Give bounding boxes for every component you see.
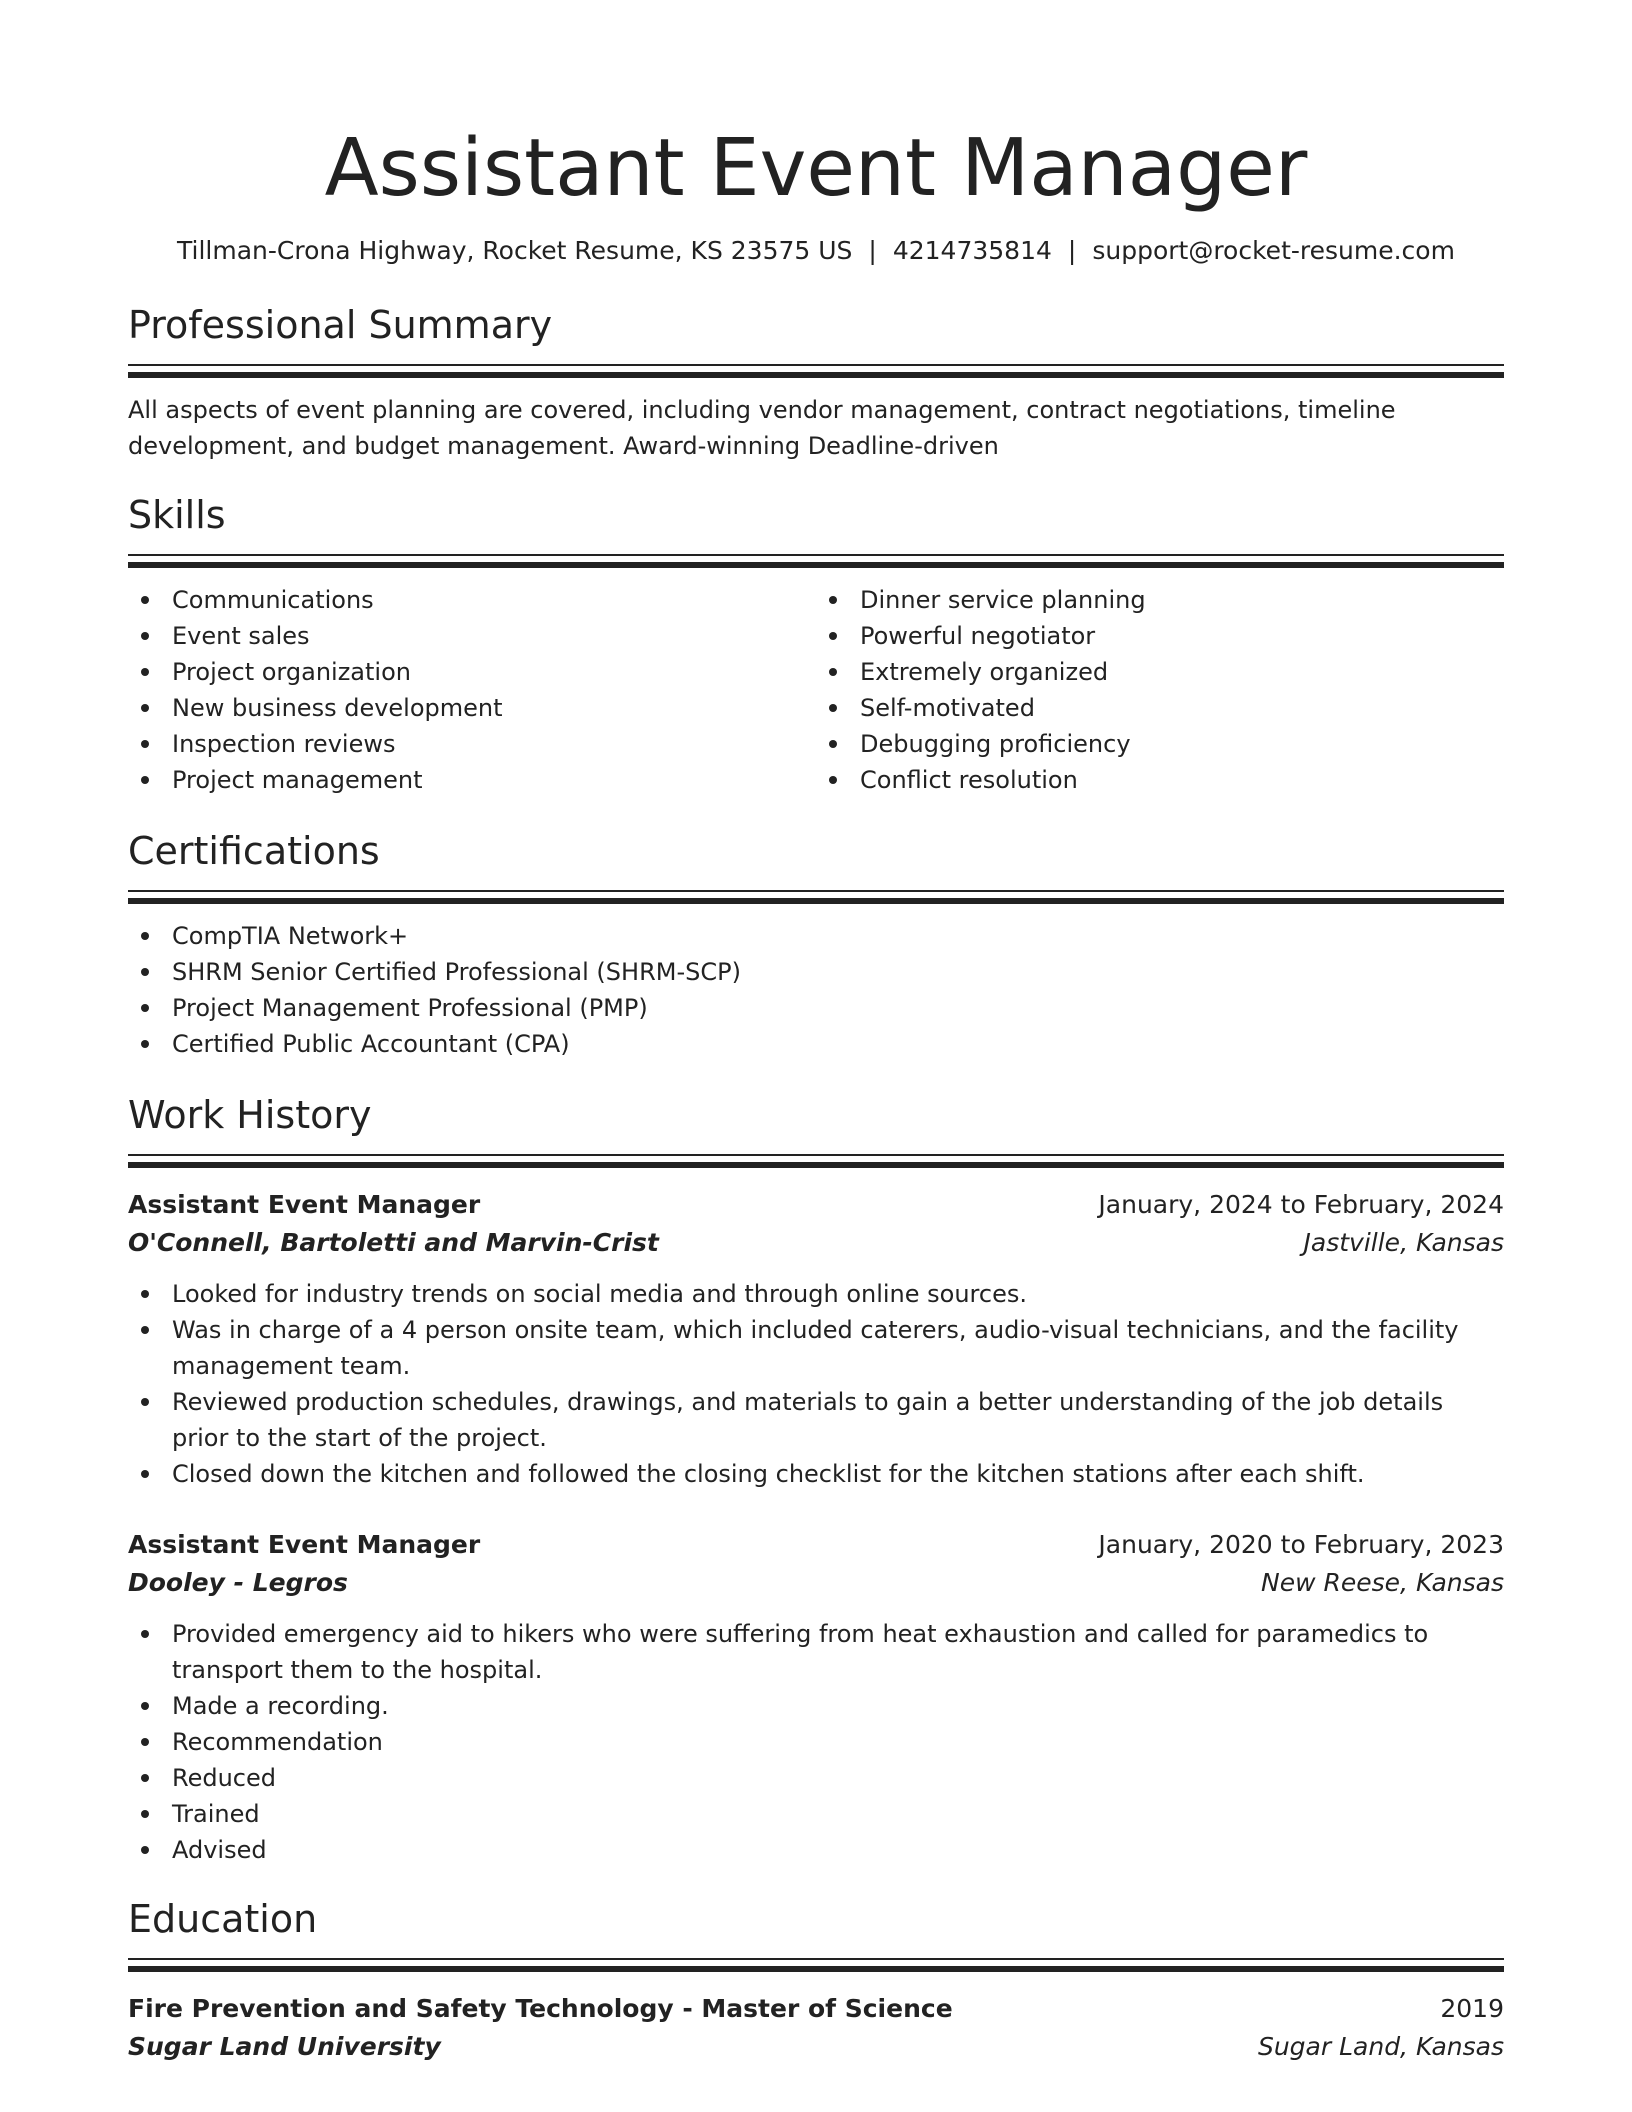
contact-email: support@rocket-resume.com — [1092, 236, 1455, 265]
summary-section — [128, 302, 1504, 464]
job-role: Assistant Event Manager — [128, 1530, 481, 1559]
bullet-icon — [141, 1702, 149, 1710]
bullet-icon — [829, 632, 837, 640]
job-company-row — [128, 1564, 1504, 1602]
bullet-icon — [141, 1470, 149, 1478]
list-item: Conflict resolution — [816, 762, 1504, 798]
bullet-icon — [829, 668, 837, 676]
bullet-icon — [141, 596, 149, 604]
skills-section — [128, 492, 1504, 798]
contact-address: Tillman-Crona Highway, Rocket Resume, KS 23575 US — [177, 236, 853, 265]
list-item: SHRM Senior Certified Professional (SHRM-SCP) — [128, 954, 1504, 990]
list-item: Extremely organized — [816, 654, 1504, 690]
list-item: Inspection reviews — [128, 726, 816, 762]
summary-text: All aspects of event planning are covered, including vendor management, contract negotiations, timeline development, and budget management. Award-winning Deadline-driven — [128, 396, 1396, 460]
job-header-row — [128, 1186, 1504, 1224]
resume-name: Assistant Event Manager — [324, 122, 1308, 214]
list-item: Certified Public Accountant (CPA) — [128, 1026, 1504, 1062]
bullet-icon — [141, 1040, 149, 1048]
education-section — [128, 1896, 1504, 2066]
bullet-icon — [141, 1846, 149, 1854]
education-degree: Fire Prevention and Safety Technology - Master of Science — [128, 1994, 953, 2023]
job-location: Jastville, Kansas — [1303, 1228, 1504, 1257]
section-divider — [128, 554, 1504, 568]
bullet-icon — [141, 704, 149, 712]
list-item: Looked for industry trends on social media and through online sources. — [128, 1276, 1504, 1312]
job-entry — [128, 1526, 1504, 1868]
work-history-section — [128, 1092, 1504, 1868]
list-item: Recommendation — [128, 1724, 1504, 1760]
bullet-icon — [141, 1738, 149, 1746]
resume-page — [128, 0, 1504, 2066]
contact-separator: | — [1067, 236, 1077, 265]
bullet-icon — [141, 776, 149, 784]
job-location: New Reese, Kansas — [1261, 1568, 1504, 1597]
list-item: Project organization — [128, 654, 816, 690]
bullet-icon — [141, 1004, 149, 1012]
list-item: Trained — [128, 1796, 1504, 1832]
job-header-row — [128, 1526, 1504, 1564]
list-item: Reviewed production schedules, drawings, and materials to gain a better understanding of the job details prior to the start of the project. — [128, 1384, 1504, 1456]
list-item: Reduced — [128, 1760, 1504, 1796]
job-bullets — [128, 1276, 1504, 1492]
list-item: Was in charge of a 4 person onsite team, which included caterers, audio-visual technicians, and the facility management team. — [128, 1312, 1504, 1384]
certifications-list — [128, 918, 1504, 1062]
education-degree-row — [128, 1990, 1504, 2028]
bullet-icon — [141, 1774, 149, 1782]
list-item: Provided emergency aid to hikers who were suffering from heat exhaustion and called for paramedics to transport them to the hospital. — [128, 1616, 1504, 1688]
list-item: Communications — [128, 582, 816, 618]
bullet-icon — [829, 776, 837, 784]
list-item: Project management — [128, 762, 816, 798]
list-item: Advised — [128, 1832, 1504, 1868]
bullet-icon — [829, 596, 837, 604]
job-role: Assistant Event Manager — [128, 1190, 481, 1219]
education-location: Sugar Land, Kansas — [1257, 2032, 1504, 2061]
bullet-icon — [141, 1326, 149, 1334]
contact-separator: | — [868, 236, 877, 265]
bullet-icon — [829, 740, 837, 748]
list-item: Dinner service planning — [816, 582, 1504, 618]
section-divider — [128, 890, 1504, 904]
contact-phone: 4214735814 — [892, 236, 1052, 265]
bullet-icon — [141, 740, 149, 748]
list-item: Self-motivated — [816, 690, 1504, 726]
job-dates: January, 2020 to February, 2023 — [1098, 1530, 1504, 1559]
section-title: Professional Summary — [128, 303, 553, 347]
certifications-section — [128, 828, 1504, 1062]
bullet-icon — [141, 1630, 149, 1638]
education-school: Sugar Land University — [128, 2032, 441, 2061]
section-title: Education — [128, 1897, 318, 1941]
section-title: Work History — [128, 1093, 372, 1137]
list-item: Debugging proficiency — [816, 726, 1504, 762]
bullet-icon — [141, 968, 149, 976]
bullet-icon — [141, 668, 149, 676]
education-entry — [128, 1990, 1504, 2066]
job-company: Dooley - Legros — [128, 1568, 348, 1597]
skills-columns — [128, 582, 1504, 798]
job-entry — [128, 1186, 1504, 1492]
bullet-icon — [141, 1398, 149, 1406]
list-item: Powerful negotiator — [816, 618, 1504, 654]
list-item: Made a recording. — [128, 1688, 1504, 1724]
job-company-row — [128, 1224, 1504, 1262]
section-title: Skills — [128, 493, 226, 537]
bullet-icon — [141, 932, 149, 940]
section-divider — [128, 364, 1504, 378]
bullet-icon — [141, 1290, 149, 1298]
skills-list-left — [128, 582, 816, 798]
list-item: Project Management Professional (PMP) — [128, 990, 1504, 1026]
list-item: New business development — [128, 690, 816, 726]
list-item: CompTIA Network+ — [128, 918, 1504, 954]
job-company: O'Connell, Bartoletti and Marvin-Crist — [128, 1228, 659, 1257]
job-dates: January, 2024 to February, 2024 — [1098, 1190, 1504, 1219]
section-divider — [128, 1958, 1504, 1972]
contact-line — [128, 234, 1504, 268]
bullet-icon — [141, 1810, 149, 1818]
bullet-icon — [829, 704, 837, 712]
list-item: Event sales — [128, 618, 816, 654]
skills-list-right — [816, 582, 1504, 798]
bullet-icon — [141, 632, 149, 640]
list-item: Closed down the kitchen and followed the closing checklist for the kitchen stations after each shift. — [128, 1456, 1504, 1492]
section-divider — [128, 1154, 1504, 1168]
job-bullets — [128, 1616, 1504, 1868]
education-school-row — [128, 2028, 1504, 2066]
education-year: 2019 — [1440, 1994, 1504, 2023]
section-title: Certifications — [128, 829, 380, 873]
